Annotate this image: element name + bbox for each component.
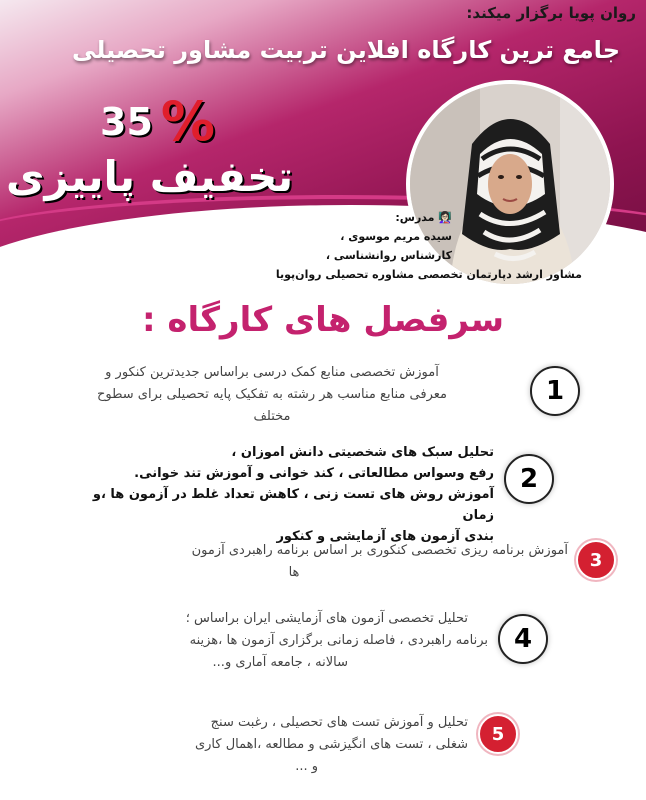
topic-text-2 [64,442,504,547]
topic-2-line-3: آموزش روش های تست زنی ، کاهش تعداد غلط در آزمون ها ،و زمان [92,487,494,523]
number-badge-3: 3 [576,540,616,580]
topic-5-line-3: و ... [295,759,318,774]
discount-badge [100,90,215,153]
number-badge-5: 5 [478,714,518,754]
topic-1-line-2: معرفی منابع مناسب هر رشته به تفکیک پایه تحصیلی برای سطوح [96,387,448,402]
topic-item-2 [14,442,554,547]
topic-text-4 [8,608,498,674]
topic-2-line-1: تحلیل سبک های شخصیتی دانش اموزان ، [231,445,494,460]
topic-1-line-3: مختلف [253,409,291,424]
instructor-role: مشاور ارشد دپارتمان تخصصی مشاوره تحصیلی روان‌پویا [275,268,582,281]
discount-label: تخفیف پاییزی [6,152,294,201]
topic-4-line-1: تحلیل تخصصی آزمون های آزمایشی ایران براساس ؛ [185,611,468,626]
instructor-degree: کارشناس روانشناسی ، [325,249,452,262]
topic-text-1 [14,362,530,428]
instructor-info [275,208,582,284]
topic-4-line-2: برنامه راهبردی ، فاصله زمانی برگزاری آزمون ها ،هزینه [189,633,488,648]
topic-text-3 [10,540,576,584]
topic-3-line-1: آموزش برنامه ریزی تخصصی کنکوری بر اساس برنامه راهبردی آزمون [191,543,568,558]
topic-item-3 [10,540,616,584]
number-badge-1: 1 [530,366,580,416]
workshop-headline: جامع ترین کارگاه افلاین تربیت مشاور تحصیلی [72,36,620,64]
organizer-text: روان پویا برگزار میکند: [466,4,636,22]
topic-2-line-4: بندی آزمون های آزمایشی و کنکور [276,529,494,544]
topic-4-line-3: سالانه ، جامعه آماری و... [212,655,348,670]
percent-icon: % [160,90,215,153]
topic-text-5 [18,712,478,778]
number-badge-4: 4 [498,614,548,664]
instructor-name: سیده مریم موسوی ، [340,230,452,243]
topic-3-line-2: ها [288,565,300,580]
topic-item-1 [14,362,580,428]
topic-1-line-1: آموزش تخصصی منابع کمک درسی براساس جدیدترین کنکور و [105,365,439,380]
topic-5-line-1: تحلیل و آموزش تست های تحصیلی ، رغبت سنج [210,715,468,730]
topic-2-line-2: رفع وسواس مطالعاتی ، کند خوانی و آموزش تند خوانی. [134,466,494,481]
instructor-heading: 👩🏻‍🏫 مدرس: [395,211,452,224]
number-badge-2: 2 [504,454,554,504]
topic-item-5 [18,712,518,778]
discount-number: 35 [100,100,153,144]
section-title: سرفصل های کارگاه : [141,300,505,340]
topic-item-4 [8,608,548,674]
topic-5-line-2: شغلی ، تست های انگیزشی و مطالعه ،اهمال کاری [194,737,468,752]
